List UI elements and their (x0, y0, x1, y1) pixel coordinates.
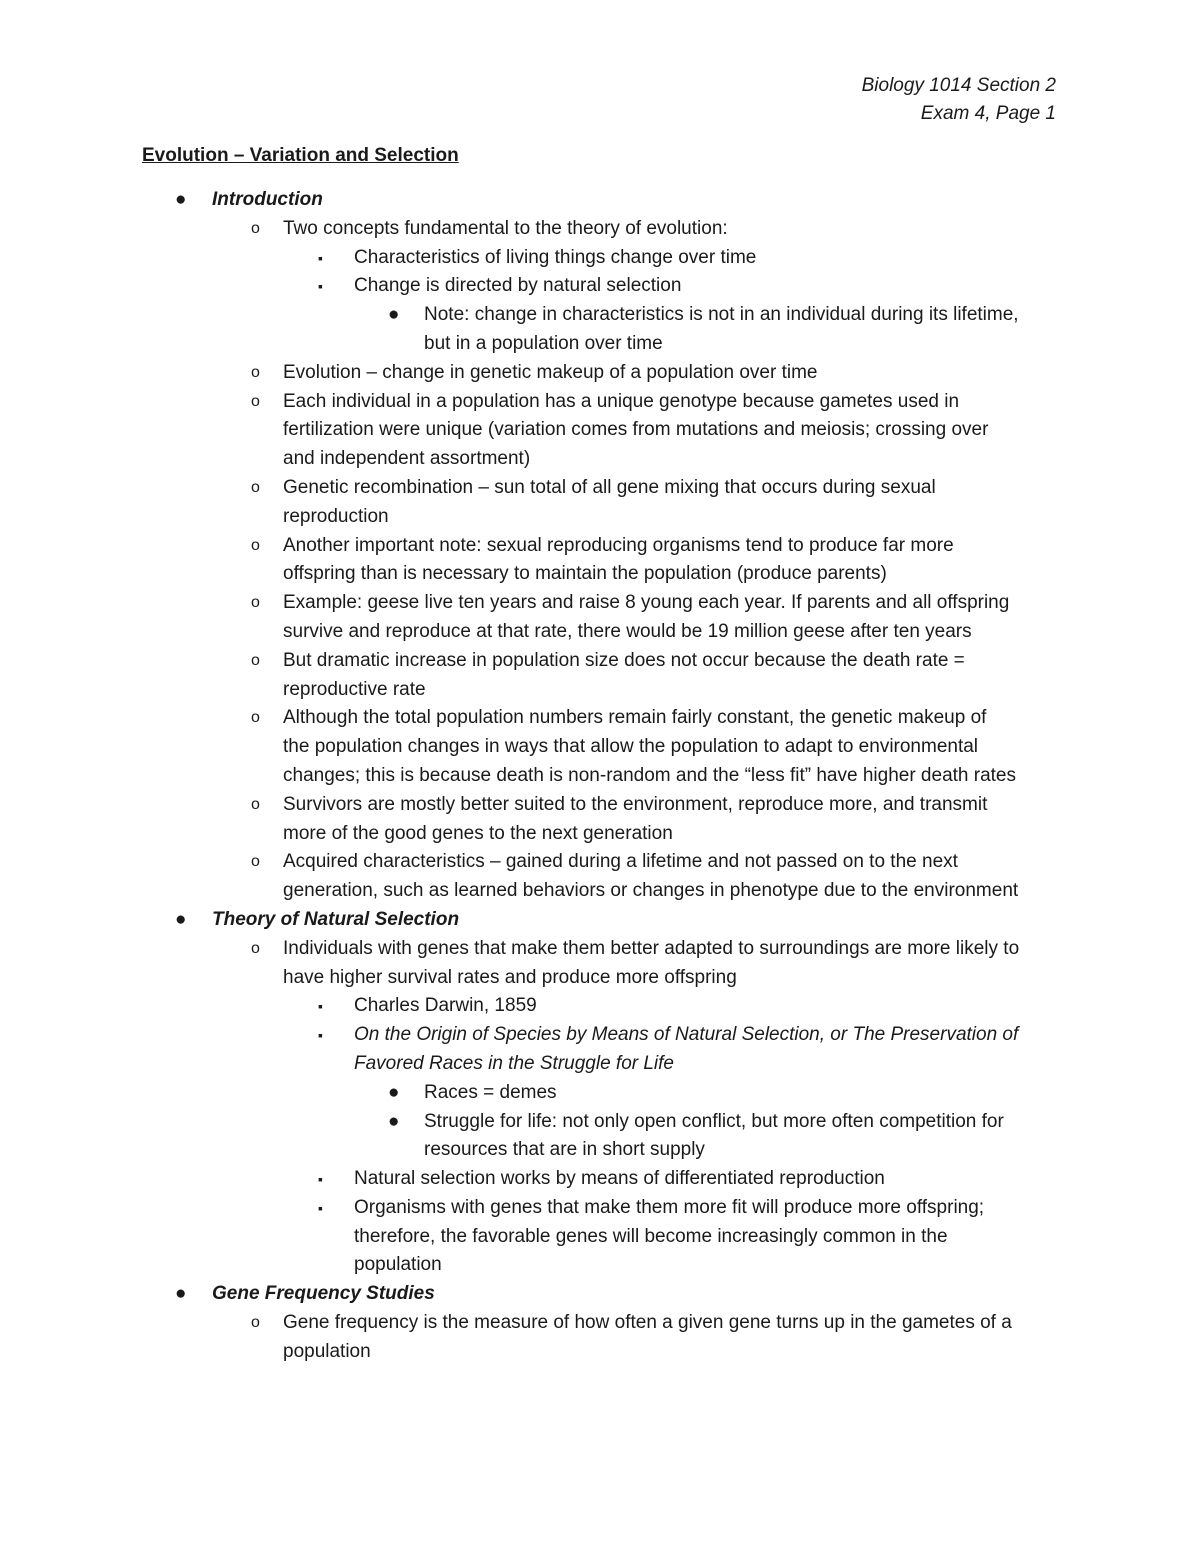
bullet-icon: ▪ (318, 1199, 323, 1216)
outline-line (0, 1108, 1200, 1137)
outline-notes (0, 186, 1200, 1367)
bullet-icon: o (251, 478, 260, 496)
outline-line (0, 1251, 1200, 1280)
outline-text: resources that are in short supply (424, 1139, 705, 1161)
outline-text: changes; this is because death is non-random and the “less fit” have higher death rates (283, 764, 1016, 786)
bullet-icon: o (251, 1314, 260, 1332)
outline-text: Another important note: sexual reproducing organisms tend to produce far more (283, 534, 954, 556)
outline-text: But dramatic increase in population size does not occur because the death rate = (283, 649, 965, 671)
header-course: Biology 1014 Section 2 (861, 75, 1056, 96)
bullet-icon: ▪ (318, 278, 323, 295)
outline-text: fertilization were unique (variation comes from mutations and meiosis; crossing over (283, 419, 989, 441)
outline-line (0, 589, 1200, 618)
outline-line (0, 1079, 1200, 1108)
outline-text: Acquired characteristics – gained during a lifetime and not passed on to the next (283, 851, 958, 873)
outline-line (0, 1309, 1200, 1338)
bullet-icon: ▪ (318, 249, 323, 266)
outline-text: Organisms with genes that make them more fit will produce more offspring; (354, 1196, 985, 1218)
section-heading: Theory of Natural Selection (212, 908, 460, 930)
outline-line (0, 272, 1200, 301)
outline-line (0, 992, 1200, 1021)
outline-line (0, 618, 1200, 647)
outline-line (0, 935, 1200, 964)
outline-text: generation, such as learned behaviors or changes in phenotype due to the environment (283, 880, 1019, 902)
outline-line (0, 820, 1200, 849)
bullet-icon: ● (388, 1110, 400, 1132)
bullet-icon: ▪ (318, 998, 323, 1015)
outline-text: Struggle for life: not only open conflict, but more often competition for (424, 1110, 1004, 1132)
outline-line (0, 676, 1200, 705)
outline-text: Characteristics of living things change over time (354, 246, 757, 268)
outline-line (0, 762, 1200, 791)
outline-text: Although the total population numbers remain fairly constant, the genetic makeup of (283, 707, 987, 729)
bullet-icon: ● (175, 908, 187, 930)
bullet-icon: o (251, 709, 260, 727)
outline-line (0, 1280, 1200, 1309)
outline-text: reproduction (283, 505, 389, 527)
outline-text: the population changes in ways that allow the population to adapt to environmental (283, 736, 979, 758)
outline-line (0, 791, 1200, 820)
bullet-icon: o (251, 363, 260, 381)
bullet-icon: ▪ (318, 1171, 323, 1188)
outline-line (0, 848, 1200, 877)
outline-line (0, 474, 1200, 503)
outline-text: Survivors are mostly better suited to the environment, reproduce more, and transmit (283, 793, 988, 815)
outline-text: survive and reproduce at that rate, there would be 19 million geese after ten years (283, 620, 972, 642)
outline-line (0, 416, 1200, 445)
outline-line (0, 330, 1200, 359)
header-page: Exam 4, Page 1 (920, 103, 1056, 124)
bullet-icon: o (251, 392, 260, 410)
outline-text: Races = demes (424, 1081, 557, 1103)
outline-line (0, 733, 1200, 762)
outline-text: Note: change in characteristics is not in an individual during its lifetime, (424, 304, 1019, 326)
outline-line (0, 532, 1200, 561)
section-heading: Introduction (212, 189, 323, 210)
bullet-icon: ● (388, 1081, 400, 1103)
outline-text: but in a population over time (424, 332, 663, 354)
outline-text: Each individual in a population has a unique genotype because gametes used in (283, 390, 960, 412)
bullet-icon: o (251, 594, 260, 612)
bullet-icon: o (251, 939, 260, 957)
outline-line (0, 1136, 1200, 1165)
outline-line (0, 1194, 1200, 1223)
outline-line (0, 877, 1200, 906)
outline-text: Gene frequency is the measure of how often a given gene turns up in the gametes of a (283, 1312, 1012, 1334)
outline-line (0, 1338, 1200, 1367)
outline-line (0, 964, 1200, 993)
outline-line (0, 560, 1200, 589)
document-title: Evolution – Variation and Selection (142, 145, 459, 166)
outline-text: Genetic recombination – sun total of all gene mixing that occurs during sexual (283, 476, 936, 498)
bullet-icon: o (251, 219, 260, 237)
outline-text: Evolution – change in genetic makeup of a population over time (283, 361, 818, 383)
outline-line (0, 445, 1200, 474)
bullet-icon: o (251, 795, 260, 813)
outline-text: have higher survival rates and produce more offspring (283, 966, 737, 988)
bullet-icon: ▪ (318, 1027, 323, 1044)
bullet-icon: o (251, 651, 260, 669)
outline-text: Natural selection works by means of differentiated reproduction (354, 1168, 885, 1190)
outline-line (0, 1050, 1200, 1079)
outline-line (0, 704, 1200, 733)
outline-line (0, 503, 1200, 532)
outline-line (0, 244, 1200, 273)
outline-line (0, 359, 1200, 388)
bullet-icon: o (251, 853, 260, 871)
outline-text: Favored Races in the Struggle for Life (354, 1052, 675, 1074)
outline-line (0, 186, 1200, 215)
section-heading: Gene Frequency Studies (212, 1283, 435, 1305)
page-header (862, 72, 1056, 128)
outline-text: reproductive rate (283, 678, 426, 700)
outline-line (0, 1165, 1200, 1194)
outline-text: On the Origin of Species by Means of Natural Selection, or The Preservation of (354, 1024, 1019, 1046)
bullet-icon: ● (175, 1283, 187, 1305)
outline-text: therefore, the favorable genes will become increasingly common in the (354, 1225, 948, 1247)
outline-text: Example: geese live ten years and raise 8 young each year. If parents and all offspring (283, 592, 1010, 614)
outline-line (0, 388, 1200, 417)
outline-text: Individuals with genes that make them better adapted to surroundings are more likely to (283, 937, 1020, 959)
outline-line (0, 215, 1200, 244)
outline-text: and independent assortment) (283, 448, 531, 470)
outline-line (0, 301, 1200, 330)
outline-text: Change is directed by natural selection (354, 275, 682, 297)
outline-text: population (354, 1254, 442, 1276)
bullet-icon: ● (388, 304, 400, 326)
outline-text: more of the good genes to the next generation (283, 822, 673, 844)
outline-text: Two concepts fundamental to the theory of evolution: (283, 217, 728, 239)
outline-line (0, 1021, 1200, 1050)
outline-line (0, 1223, 1200, 1252)
outline-line (0, 906, 1200, 935)
outline-text: population (283, 1340, 371, 1362)
outline-text: Charles Darwin, 1859 (354, 995, 537, 1017)
outline-line (0, 647, 1200, 676)
bullet-icon: ● (175, 189, 187, 210)
outline-text: offspring than is necessary to maintain the population (produce parents) (283, 563, 887, 585)
bullet-icon: o (251, 536, 260, 554)
